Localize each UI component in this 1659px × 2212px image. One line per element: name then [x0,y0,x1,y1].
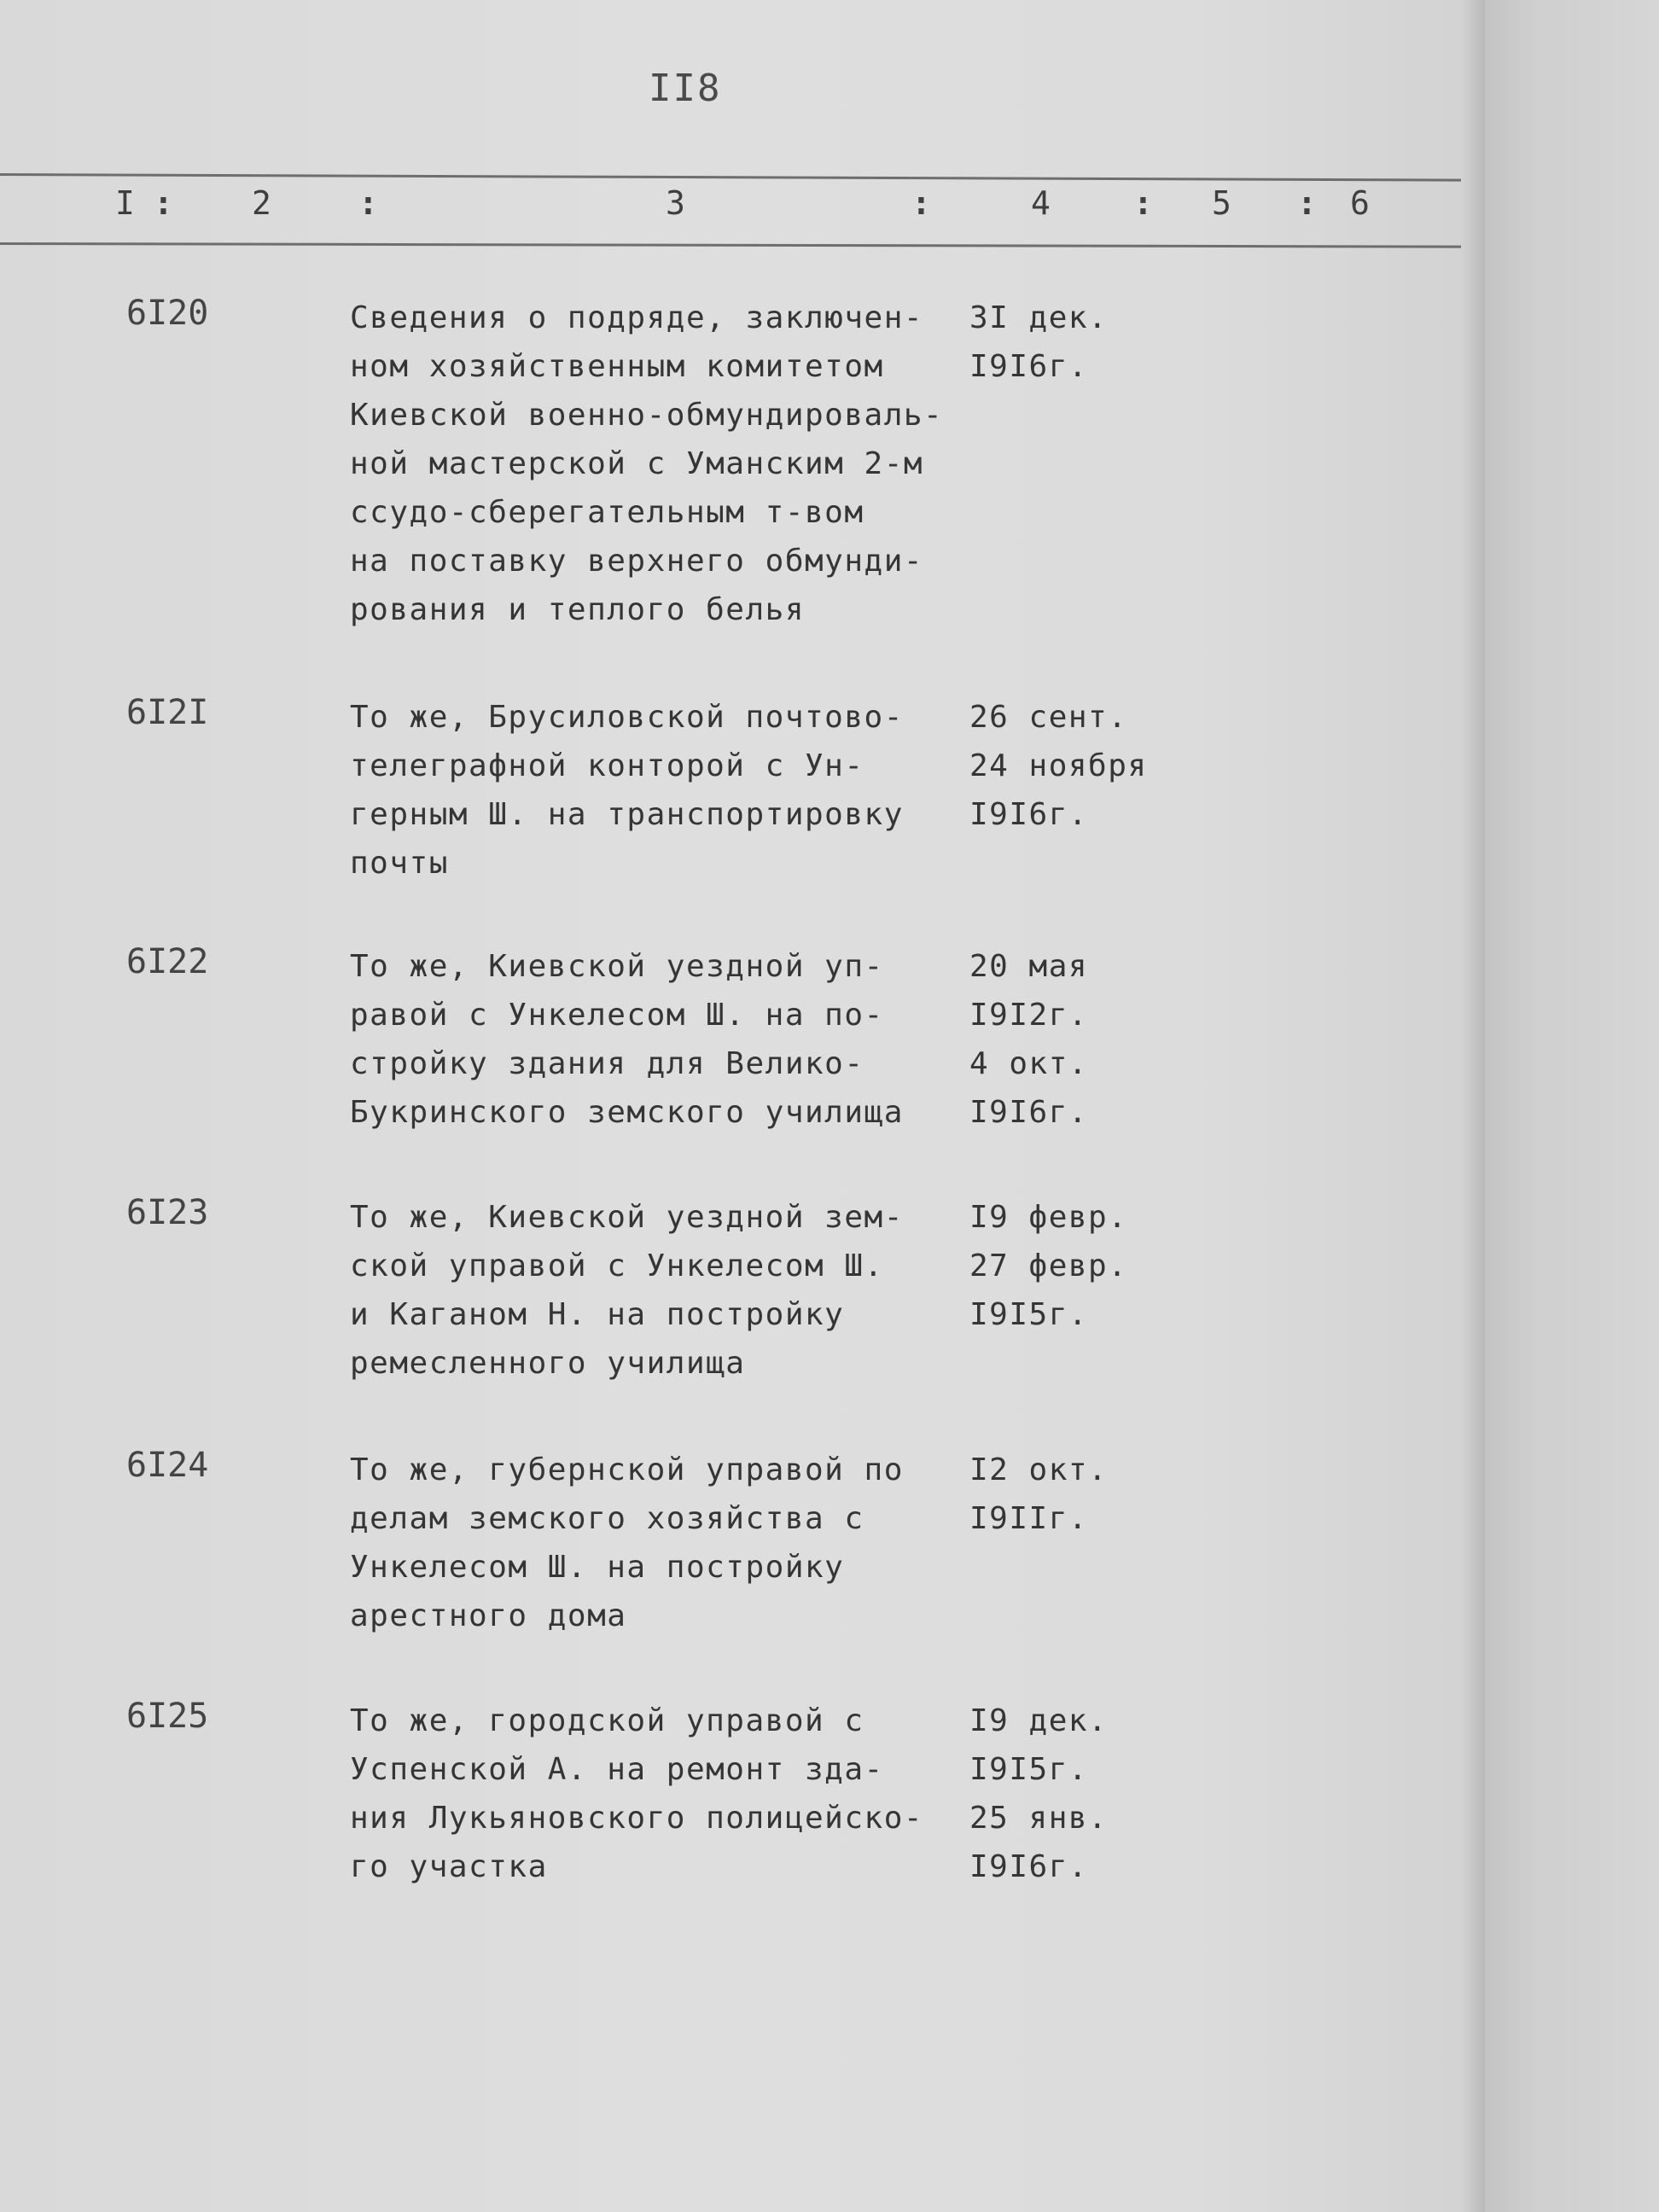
entry-date: 20 мая I9I2г. 4 окт. I9I6г. [969,949,1089,1130]
header-rule-bottom [0,242,1461,248]
entry-description: То же, городской управой с Успенской А. на ремонт зда- ния Лукьяновского полицейско- го участка [350,1703,924,1884]
entry-date: 26 сент. 24 ноября I9I6г. [969,700,1148,832]
entry-number: 6I24 [126,1446,209,1485]
entry-description: То же, Киевской уездной зем- ской управой с Ункелесом Ш. и Каганом Н. на постройку ремесленного училища [350,1200,904,1381]
column-header-3: 3 [666,184,685,222]
entry-number: 6I2I [126,693,209,732]
column-separator: : [358,184,378,222]
entry-date: 3I дек. I9I6г. [969,300,1109,384]
entry-number: 6I22 [126,942,209,981]
column-separator: : [1133,184,1153,222]
entry-number: 6I25 [126,1697,209,1736]
entry-description: То же, губернской управой по делам земского хозяйства с Ункелесом Ш. на постройку арестного дома [350,1452,904,1633]
underlying-page [1485,0,1659,2212]
column-separator: : [911,184,931,222]
entry-description: Сведения о подряде, заключен- ном хозяйственным комитетом Киевской военно-обмундироваль- ной мастерской с Уманским 2-м ссудо-сберегательным т-вом на поставку верхнего обмунди- рования и теплого белья [350,300,944,627]
entry-description: То же, Брусиловской почтово- телеграфной конторой с Ун- герным Ш. на транспортировку почты [350,700,904,881]
column-header-4: 4 [1031,184,1051,222]
entry-date: I2 окт. I9IIг. [969,1452,1109,1536]
column-header-2: 2 [252,184,271,222]
page-edge-shadow [1461,0,1485,2212]
column-separator: : [1297,184,1317,222]
entry-date: I9 дек. I9I5г. 25 янв. I9I6г. [969,1703,1109,1884]
column-header-5: 5 [1212,184,1231,222]
entry-description: То же, Киевской уездной уп- равой с Ункелесом Ш. на по- стройку здания для Велико- Букринского земского училища [350,949,904,1130]
entry-number: 6I23 [126,1193,209,1232]
column-header-1: I [115,184,135,222]
page-number: II8 [649,67,722,110]
column-header-6: 6 [1350,184,1370,222]
entry-number: 6I20 [126,294,209,333]
column-separator: : [154,184,173,222]
header-rule-top [0,173,1461,182]
entry-date: I9 февр. 27 февр. I9I5г. [969,1200,1128,1332]
